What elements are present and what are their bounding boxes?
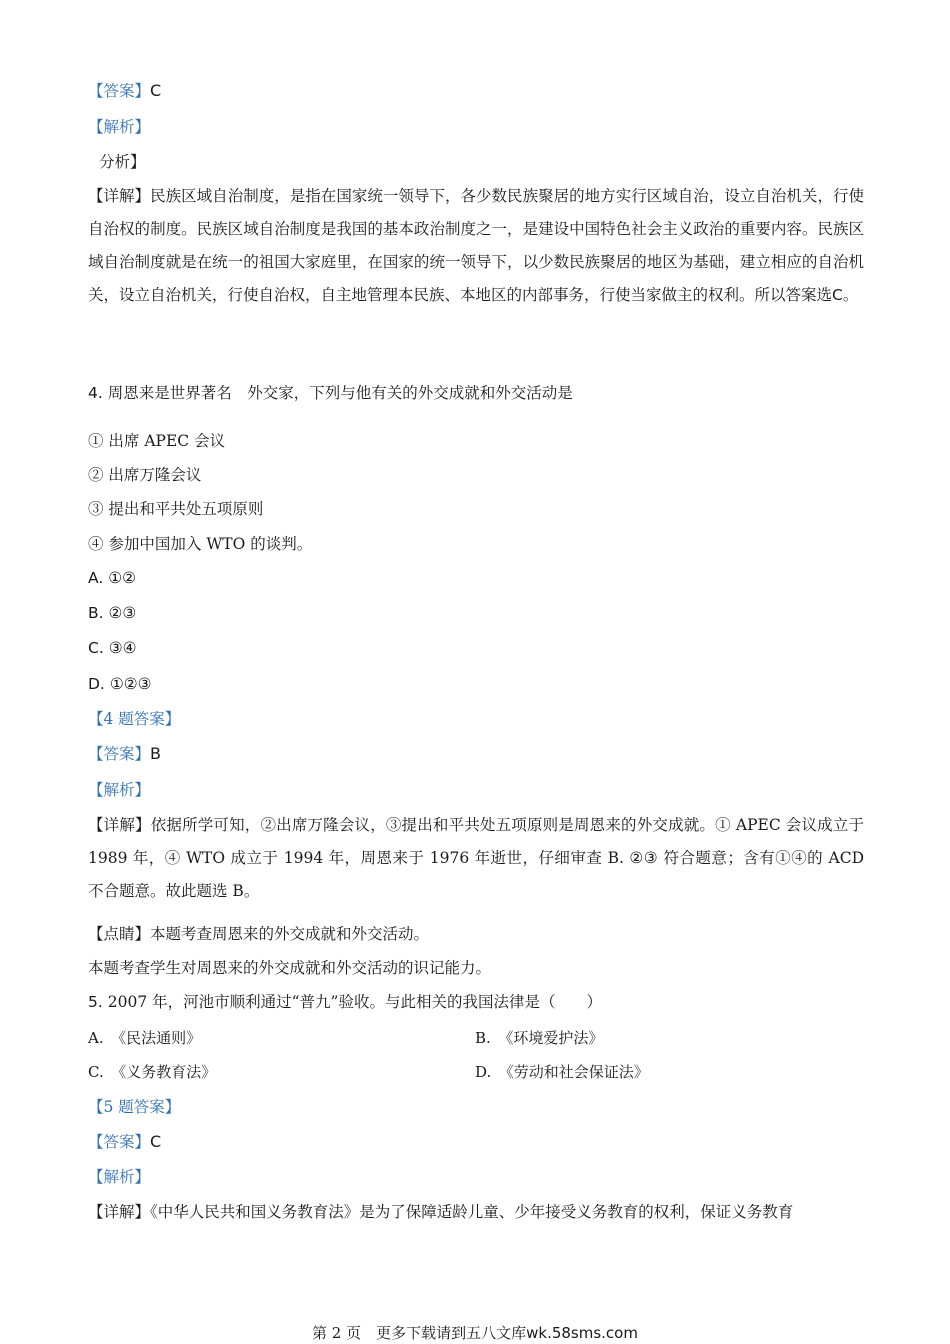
q4-dianjing-label: 【点睛】 xyxy=(88,925,151,943)
q5-option-d xyxy=(475,1062,649,1082)
option-letter: B. xyxy=(88,604,104,622)
q3-fenxi: 分析】 xyxy=(99,153,146,171)
q5-option-b xyxy=(475,1028,603,1048)
footer-site-link[interactable]: wk.58sms.com xyxy=(526,1324,638,1342)
option-letter: C. xyxy=(88,639,104,657)
q4-item-1: ① 出席 APEC 会议 xyxy=(88,432,226,450)
q5-detail-line xyxy=(88,1202,793,1222)
q5-answer-label: 【答案】 xyxy=(88,1133,151,1151)
option-letter: A. xyxy=(88,1029,104,1047)
q4-stem: 周恩来是世界著名 外交家，下列与他有关的外交成就和外交活动是 xyxy=(107,384,573,402)
option-text: ①② xyxy=(108,569,136,587)
q5-detail-label: 【详解】 xyxy=(88,1203,151,1221)
q4-ability-text: 本题考查学生对周恩来的外交成就和外交活动的识记能力。 xyxy=(88,959,492,977)
q3-detail-end-punct: 。 xyxy=(842,286,859,304)
q3-answer-line xyxy=(88,81,161,101)
option-letter: B. xyxy=(475,1029,491,1047)
q5-detail-text: 《中华人民共和国义务教育法》是为了保障适龄儿童、少年接受义务教育的权利，保证义务教育 xyxy=(150,1203,794,1221)
q3-answer-value: C xyxy=(150,81,162,100)
q3-detail-paragraph xyxy=(88,180,864,312)
option-text: 《民法通则》 xyxy=(118,1029,202,1047)
q5-number: 5. xyxy=(88,993,103,1011)
q4-answer-label: 【答案】 xyxy=(88,745,151,763)
q3-detail-text: 民族区域自治制度，是指在国家统一领导下，各少数民族聚居的地方实行区域自治，设立自治机关，行使自治权的制度。民族区域自治制度是我国的基本政治制度之一，是建设中国特色社会主义政治的重要内容。民族区域自治制度就是在统一的祖国大家庭里，在国家的统一领导下，以少数民族聚居的地区为基础，建立相应的自治机关，设立自治机关，行使自治权，自主地管理本民族、本地区的内部事务，行使当家做主的权利。所以答案选 xyxy=(88,187,864,304)
option-letter: D. xyxy=(88,675,105,693)
q4-dianjing-text: 本题考查周恩来的外交成就和外交活动。 xyxy=(150,925,430,943)
footer-page-text: 第 2 页 更多下载请到五八文库 xyxy=(312,1324,527,1342)
q4-option-c xyxy=(88,638,136,658)
option-text: ①②③ xyxy=(109,675,152,693)
q5-answer-line xyxy=(88,1132,161,1152)
option-text: 《劳动和社会保证法》 xyxy=(506,1063,649,1081)
q5-stem-line xyxy=(88,992,602,1012)
page-footer xyxy=(0,1322,950,1343)
q4-stem-line xyxy=(88,383,573,403)
q4-number: 4. xyxy=(88,384,103,402)
q4-answer-line xyxy=(88,744,161,764)
q4-detail-label: 【详解】 xyxy=(88,816,151,834)
q4-option-b xyxy=(88,603,136,623)
q4-detail-text: 依据所学可知，②出席万隆会议，③提出和平共处五项原则是周恩来的外交成就。① APEC 会议成立于 1989 年，④ WTO 成立于 1994 年，周恩来于 1976 年逝世，仔细审查 B. ②③ 符合题意；含有①④的 ACD 不合题意。故此题选 B。 xyxy=(88,816,864,900)
q3-analysis-label: 【解析】 xyxy=(88,118,151,136)
q4-analysis-label: 【解析】 xyxy=(88,781,151,799)
q5-stem: 2007 年，河池市顺利通过“普九”验收。与此相关的我国法律是（ ） xyxy=(107,993,602,1011)
q5-option-a xyxy=(88,1028,201,1048)
option-letter: C. xyxy=(88,1063,104,1081)
option-letter: A. xyxy=(88,569,104,587)
option-letter: D. xyxy=(475,1063,492,1081)
q4-option-a xyxy=(88,568,136,588)
q5-answer-heading: 【5 题答案】 xyxy=(88,1098,181,1116)
option-text: ②③ xyxy=(108,604,137,622)
q4-item-4: ④ 参加中国加入 WTO 的谈判。 xyxy=(88,535,313,553)
q5-option-c xyxy=(88,1062,216,1082)
q4-detail-paragraph xyxy=(88,809,864,908)
option-text: ③④ xyxy=(108,639,137,657)
q4-item-3: ③ 提出和平共处五项原则 xyxy=(88,500,264,518)
q4-item-2: ② 出席万隆会议 xyxy=(88,466,202,484)
option-text: 《义务教育法》 xyxy=(118,1063,217,1081)
q4-answer-value: B xyxy=(150,744,161,763)
q3-detail-end-letter: C xyxy=(832,286,843,304)
option-text: 《环境爱护法》 xyxy=(505,1029,604,1047)
q3-answer-label: 【答案】 xyxy=(88,82,151,100)
q5-answer-value: C xyxy=(150,1132,162,1151)
q3-detail-label: 【详解】 xyxy=(88,187,151,205)
q4-dianjing-line xyxy=(88,924,429,944)
q5-analysis-label: 【解析】 xyxy=(88,1168,151,1186)
q4-answer-heading: 【4 题答案】 xyxy=(88,710,181,728)
q4-option-d xyxy=(88,674,152,694)
